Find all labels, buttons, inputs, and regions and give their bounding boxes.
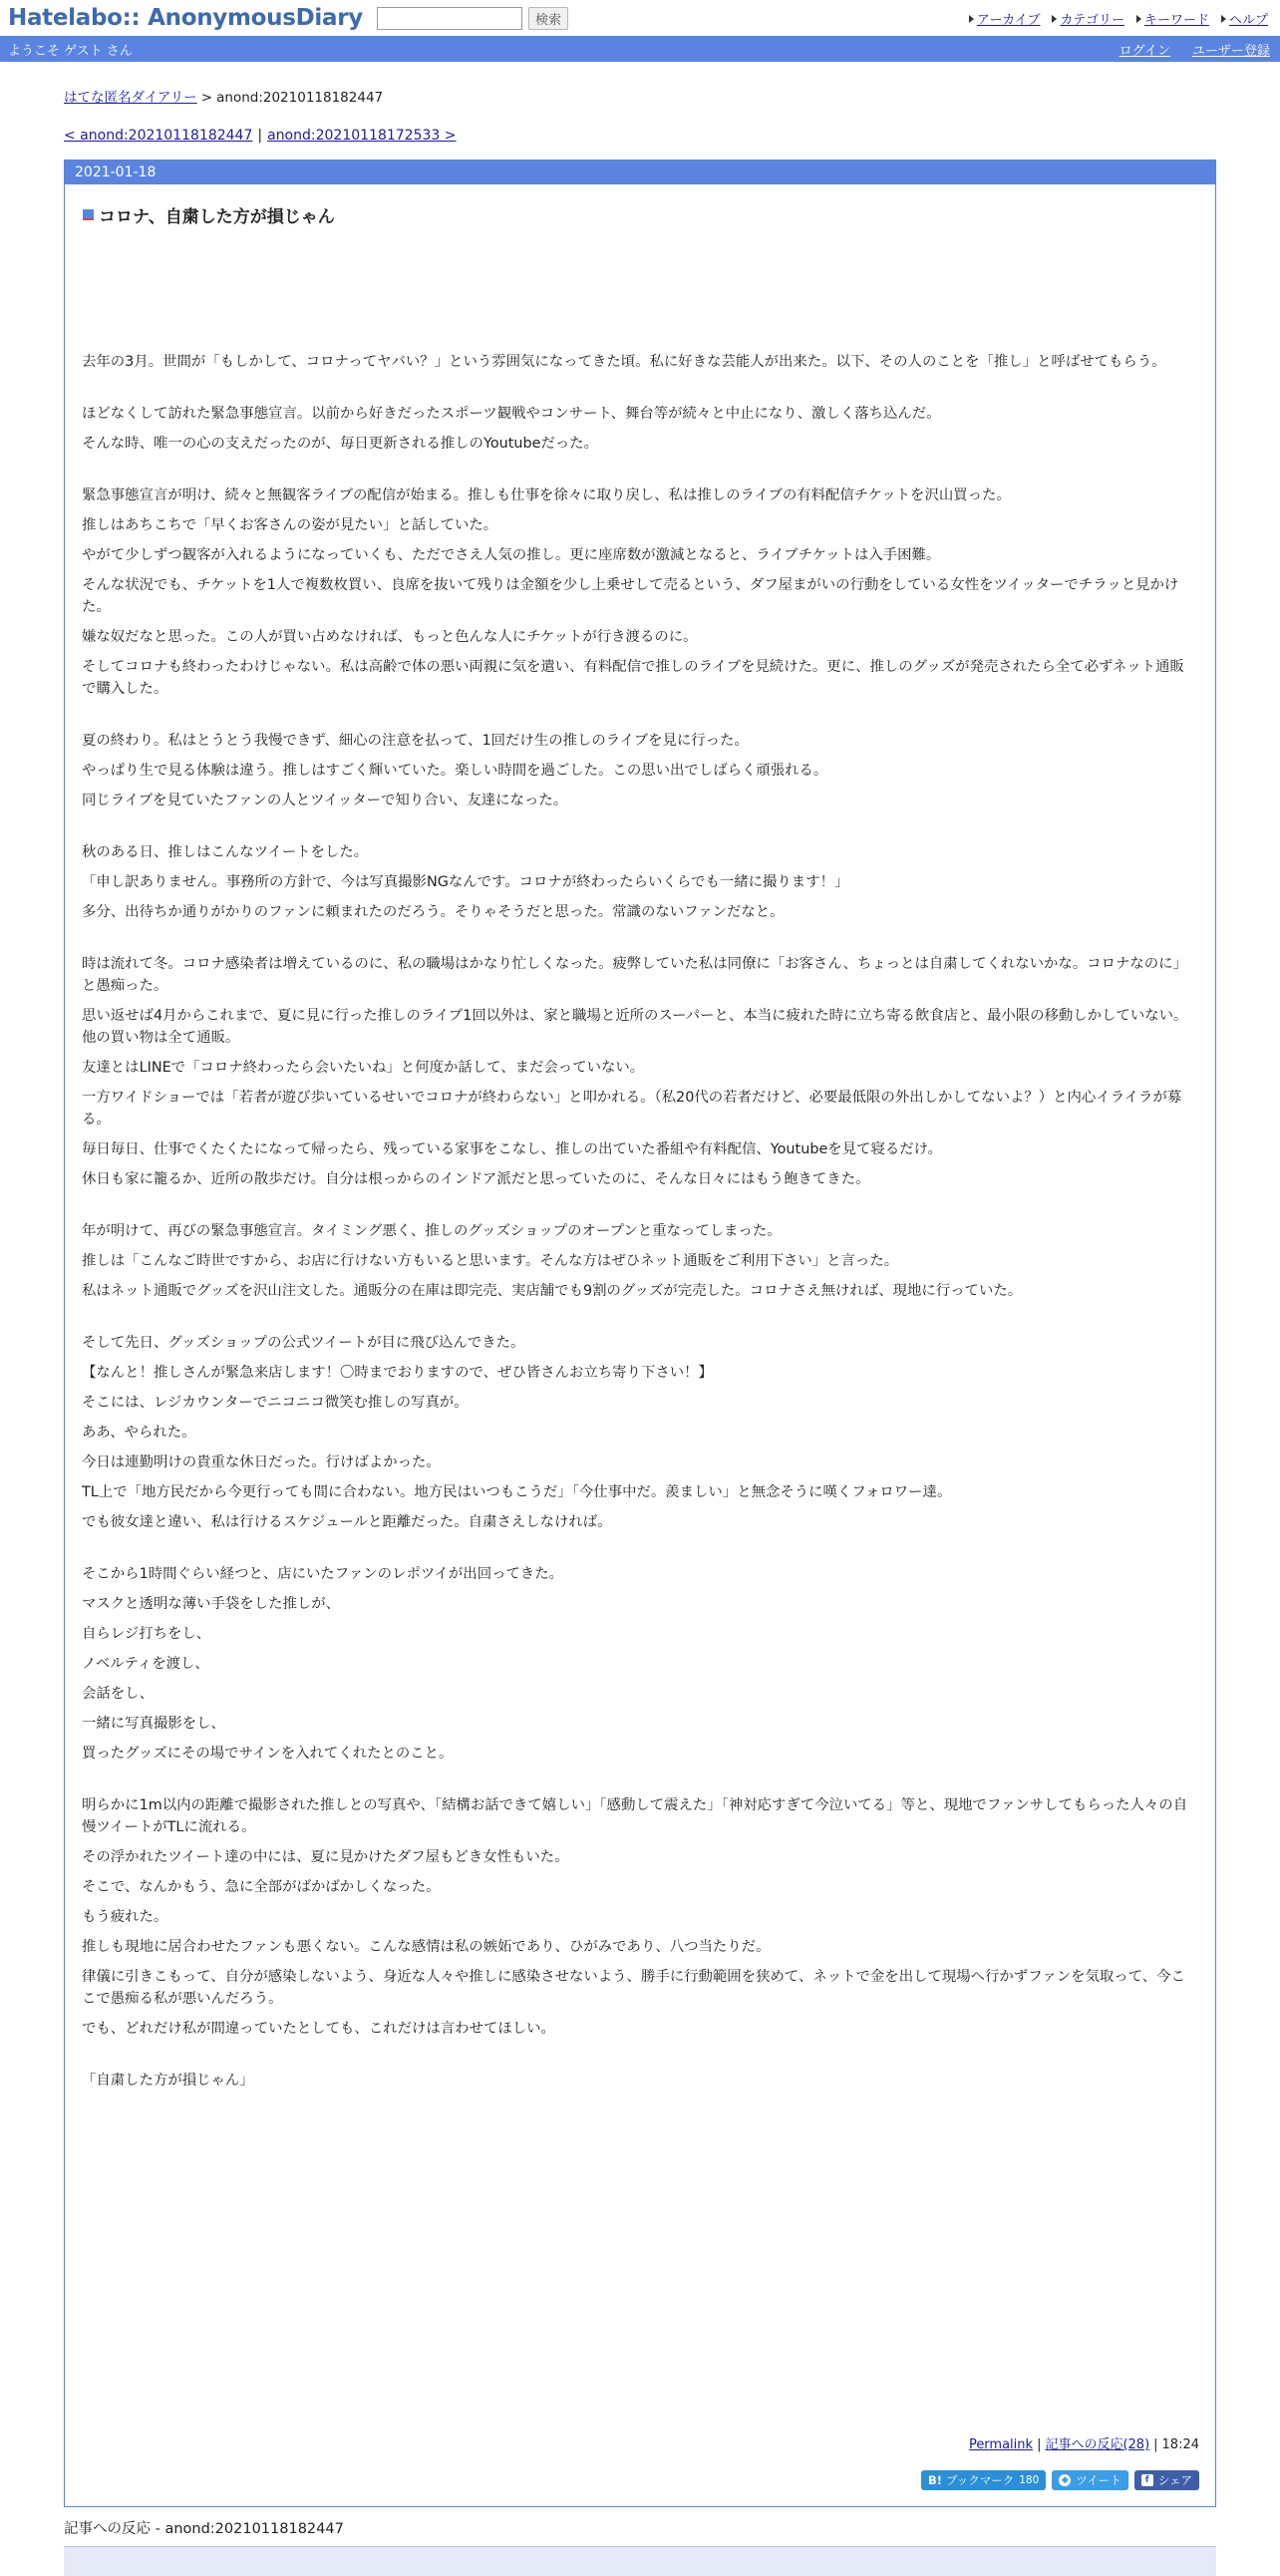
entry-line: ああ、やられた。 xyxy=(82,1425,196,1441)
entry-title-text: コロナ、自粛した方が損じゃん xyxy=(99,207,335,227)
triangle-icon xyxy=(969,15,974,23)
entry-line: その浮かれたツイート達の中には、夏に見かけたダフ屋もどき女性もいた。 xyxy=(82,1849,569,1865)
breadcrumb-home[interactable]: はてな匿名ダイアリー xyxy=(64,90,197,106)
twitter-bird-icon: ◆ xyxy=(1059,2474,1071,2486)
top-nav xyxy=(969,9,1268,28)
entry-line: 推しも現地に居合わせたファンも悪くない。こんな感情は私の嫉妬であり、ひがみであり、八つ当たりだ。 xyxy=(82,1939,771,1955)
entry-line: 会話をし、 xyxy=(82,1686,154,1702)
entry-line: そして先日、グッズショップの公式ツイートが目に飛び込んできた。 xyxy=(82,1335,525,1351)
nav-help[interactable] xyxy=(1221,9,1268,28)
tweet-label: ツイート xyxy=(1076,2473,1121,2487)
entry-line: そこから1時間ぐらい経つと、店にいたファンのレポツイが出回ってきた。 xyxy=(82,1566,564,1582)
entry-line: 明らかに1m以内の距離で撮影された推しとの写真や、「結構お話できて嬉しい」「感動して震えた」「神対応すぎて今泣いてる」等と、現地でファンサしてもらった人々の自慢ツイートがTLに流れる。 xyxy=(82,1797,1188,1835)
entry-line: 「申し訳ありません。事務所の方針で、今は写真撮影NGなんです。コロナが終わったらいくらでも一緒に撮ります！」 xyxy=(82,874,849,890)
permalink-link[interactable]: Permalink xyxy=(968,2437,1034,2452)
share-label: シェア xyxy=(1157,2473,1192,2487)
user-bar xyxy=(0,36,1280,62)
next-entry-link[interactable]: anond:20210118172533 > xyxy=(267,128,457,144)
entry-line: 休日も家に籠るか、近所の散歩だけ。自分は根っからのインドア派だと思っていたのに、そんな日々にはもう飽きてきた。 xyxy=(82,1171,870,1187)
triangle-icon xyxy=(1052,15,1057,23)
entry-date: 2021-01-18 xyxy=(65,161,1215,184)
nav-archive[interactable] xyxy=(969,9,1041,28)
nav-keyword-link[interactable]: キーワード xyxy=(1143,13,1209,28)
tweet-button[interactable] xyxy=(1052,2470,1127,2490)
entry-paragraph xyxy=(82,2070,1198,2092)
entry-line: やがて少しずつ観客が入れるようになっていくも、ただでさえ人気の推し。更に座席数が激減となると、ライブチケットは入手困難。 xyxy=(82,547,941,563)
search-input[interactable] xyxy=(377,7,522,30)
nav-keyword[interactable] xyxy=(1136,9,1209,28)
entry-line: 一方ワイドショーでは「若者が遊び歩いているせいでコロナが終わらない」と叩かれる。（私20代の若者だけど、必要最低限の外出しかしてないよ？）と内心イライラが募る。 xyxy=(82,1090,1182,1127)
entry-line: 【なんと！推しさんが緊急来店します！〇時までおりますので、ぜひ皆さんお立ち寄り下さい！】 xyxy=(82,1365,713,1381)
entry-title xyxy=(83,202,1215,227)
site-logo[interactable]: Hatelabo:: AnonymousDiary xyxy=(8,5,363,31)
facebook-share-button[interactable] xyxy=(1134,2470,1199,2490)
entry-line: 秋のある日、推しはこんなツイートをした。 xyxy=(82,844,369,860)
entry-line: 推しはあちこちで「早くお客さんの姿が見たい」と話していた。 xyxy=(82,517,498,533)
entry-line: そしてコロナも終わったわけじゃない。私は高齢で体の悪い両親に気を遣い、有料配信で推しのライブを見続けた。更に、推しのグッズが発売されたら全て必ずネット通販で購入した。 xyxy=(82,659,1184,697)
reactions-heading: 記事への反応 - anond:20210118182447 xyxy=(64,2521,344,2537)
entry-line: 緊急事態宣言が明け、続々と無観客ライブの配信が始まる。推しも仕事を徐々に取り戻し、私は推しのライブの有料配信チケットを沢山買った。 xyxy=(82,487,1011,503)
reactions-link[interactable]: 記事への反応(28) xyxy=(1045,2437,1150,2452)
entry-paragraph xyxy=(82,841,1198,923)
breadcrumb-separator: > xyxy=(200,90,213,106)
entry-line: そこで、なんかもう、急に全部がばかばかしくなった。 xyxy=(82,1879,441,1895)
entry-line: マスクと透明な薄い手袋をした推しが、 xyxy=(82,1596,341,1612)
entry-line: もう疲れた。 xyxy=(82,1909,168,1925)
register-link[interactable]: ユーザー登録 xyxy=(1191,43,1270,59)
entry-line: 多分、出待ちか通りがかりのファンに頼まれたのだろう。そりゃそうだと思った。常識のないファンだなと。 xyxy=(82,904,785,920)
search-form xyxy=(377,7,568,30)
entry-paragraph xyxy=(82,953,1198,1190)
breadcrumb-current: anond:20210118182447 xyxy=(216,90,384,106)
nav-category-link[interactable]: カテゴリー xyxy=(1060,13,1124,28)
entry-line: 嫌な奴だなと思った。この人が買い占めなければ、もっと色んな人にチケットが行き渡るのに。 xyxy=(82,629,698,645)
entry-line: でも彼女達と違い、私は行けるスケジュールと距離だった。自粛さえしなければ。 xyxy=(82,1514,612,1530)
account-links xyxy=(1120,40,1270,59)
entry-line: ノベルティを渡し、 xyxy=(82,1656,209,1672)
top-bar xyxy=(0,0,1280,36)
entry-paragraph xyxy=(82,1794,1198,2040)
entry-line: 自らレジ打ちをし、 xyxy=(82,1626,211,1642)
bookmark-count: 180 xyxy=(1019,2474,1040,2486)
nav-category[interactable] xyxy=(1052,9,1123,28)
bookmark-label: ブックマーク xyxy=(946,2473,1015,2487)
entry-line: 買ったグッズにその場でサインを入れてくれたとのこと。 xyxy=(82,1746,454,1762)
main-content xyxy=(0,86,1280,2576)
entry-line: 思い返せば4月からこれまで、夏に見に行った推しのライブ1回以外は、家と職場と近所のスーパーと、本当に疲れた時に立ち寄る飲食店と、最小限の移動しかしていない。他の買い物は全て通販。 xyxy=(82,1008,1188,1046)
entry-line: そんな状況でも、チケットを1人で複数枚買い、良席を抜いて残りは金額を少し上乗せして売るという、ダフ屋まがいの行動をしている女性をツイッターでチラッと見かけた。 xyxy=(82,577,1179,615)
entry-line: 夏の終わり。私はとうとう我慢できず、細心の注意を払って、1回だけ生の推しのライブを見に行った。 xyxy=(82,733,749,749)
entry-paragraph xyxy=(82,484,1198,700)
entry-line: 年が明けて、再びの緊急事態宣言。タイミング悪く、推しのグッズショップのオープンと重なってしまった。 xyxy=(82,1223,782,1239)
entry-line: 毎日毎日、仕事でくたくたになって帰ったら、残っている家事をこなし、推しの出ていた番組や有料配信、Youtubeを見て寝るだけ。 xyxy=(82,1141,942,1157)
entry-paragraph xyxy=(82,1220,1198,1302)
entry-line: やっぱり生で見る体験は違う。推しはすごく輝いていた。楽しい時間を過ごした。この思い出でしばらく頑張れる。 xyxy=(82,763,828,779)
entry-line: 推しは「こんなご時世ですから、お店に行けない方もいると思います。そんな方はぜひネット通販をご利用下さい」と言った。 xyxy=(82,1253,899,1269)
footer-separator: | xyxy=(1037,2437,1042,2452)
entry-box xyxy=(64,160,1216,2507)
entry-paragraph xyxy=(82,351,1198,373)
entry-line: でも、どれだけ私が間違っていたとしても、これだけは言わせてほしい。 xyxy=(82,2021,555,2037)
reactions-list xyxy=(64,2546,1216,2576)
breadcrumb xyxy=(64,86,1216,106)
entry-body xyxy=(65,351,1215,2092)
entry-pager xyxy=(64,128,1216,144)
entry-line: 一緒に写真撮影をし、 xyxy=(82,1716,225,1732)
triangle-icon xyxy=(1136,15,1141,23)
entry-line: そんな時、唯一の心の支えだったのが、毎日更新される推しのYoutubeだった。 xyxy=(82,436,599,452)
welcome-text: ようこそ ゲスト さん xyxy=(8,43,133,59)
nav-archive-link[interactable]: アーカイブ xyxy=(976,13,1041,28)
entry-line: 「自粛した方が損じゃん」 xyxy=(82,2073,254,2089)
prev-entry-link[interactable]: < anond:20210118182447 xyxy=(64,128,253,144)
entry-line: 時は流れて冬。コロナ感染者は増えているのに、私の職場はかなり忙しくなった。疲弊していた私は同僚に「お客さん、ちょっとは自粛してくれないかな。コロナなのに」と愚痴った。 xyxy=(82,956,1187,994)
footer-separator: | xyxy=(1153,2437,1158,2452)
entry-paragraph xyxy=(82,730,1198,811)
login-link[interactable]: ログイン xyxy=(1119,43,1170,59)
entry-time: 18:24 xyxy=(1161,2437,1199,2452)
triangle-icon xyxy=(1221,15,1226,23)
pager-separator: | xyxy=(257,128,263,144)
entry-line: 律儀に引きこもって、自分が感染しないよう、身近な人々や推しに感染させないよう、勝手に行動範囲を狭めて、ネットで金を出して現場へ行かずファンを気取って、今ここで愚痴る私が悪いんだろう。 xyxy=(82,1969,1185,2007)
entry-line: ほどなくして訪れた緊急事態宣言。以前から好きだったスポーツ観戦やコンサート、舞台等が続々と中止になり、激しく落ち込んだ。 xyxy=(82,406,941,422)
square-bullet-icon[interactable] xyxy=(83,209,94,220)
entry-line: 同じライブを見ていたファンの人とツイッターで知り合い、友達になった。 xyxy=(82,793,568,808)
facebook-icon: f xyxy=(1141,2474,1153,2486)
entry-line: TL上で「地方民だから今更行っても間に合わない。地方民はいつもこうだ」「今仕事中だ。羨ましい」と無念そうに嘆くフォロワー達。 xyxy=(82,1484,952,1500)
entry-paragraph xyxy=(82,1332,1198,1533)
entry-line: 友達とはLINEで「コロナ終わったら会いたいね」と何度か話して、まだ会っていない。 xyxy=(82,1060,645,1076)
entry-line: 私はネット通販でグッズを沢山注文した。通販分の在庫は即完売、実店舗でも9割のグッズが完売した。コロナさえ無ければ、現地に行っていた。 xyxy=(82,1283,1023,1299)
search-button[interactable]: 検索 xyxy=(528,7,568,30)
bookmark-button[interactable] xyxy=(921,2470,1046,2490)
entry-line: 今日は連勤明けの貴重な休日だった。行けばよかった。 xyxy=(82,1454,441,1470)
entry-line: そこには、レジカウンターでニコニコ微笑む推しの写真が。 xyxy=(82,1395,469,1411)
hatena-bookmark-icon: B! xyxy=(928,2473,943,2487)
entry-paragraph xyxy=(82,1563,1198,1765)
entry-paragraph xyxy=(82,403,1198,455)
share-buttons xyxy=(921,2470,1199,2490)
entry-line: 去年の3月。世間が「もしかして、コロナってヤバい？」という雰囲気になってきた頃。私に好きな芸能人が出来た。以下、その人のことを「推し」と呼ばせてもらう。 xyxy=(82,354,1166,370)
entry-footer xyxy=(969,2433,1199,2452)
nav-help-link[interactable]: ヘルプ xyxy=(1228,13,1268,28)
